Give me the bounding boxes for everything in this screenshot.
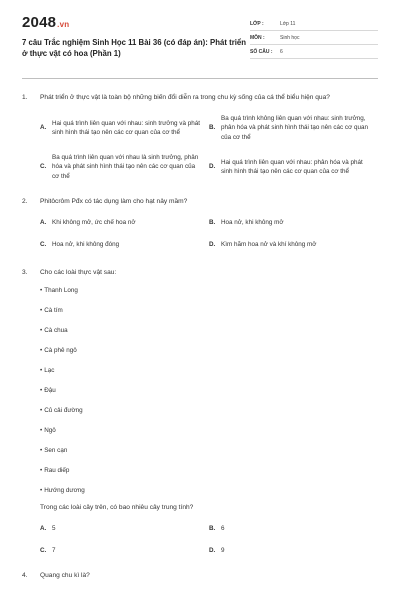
option-text: 6 [221, 525, 225, 533]
header-left [22, 14, 250, 66]
option-text: 5 [52, 525, 56, 533]
question-2-options [22, 217, 378, 251]
option-a[interactable] [40, 217, 209, 229]
question-text: Phitôcrôm Pđx có tác dụng làm cho hạt nảy mầm? [40, 198, 188, 205]
option-letter: B. [209, 525, 216, 533]
site-logo[interactable] [22, 14, 250, 31]
meta-row-count [250, 45, 378, 59]
question-3 [22, 268, 378, 278]
option-text: 9 [221, 547, 225, 555]
question-1 [22, 93, 378, 103]
plant-list [22, 281, 378, 501]
list-item: • Thanh Long [40, 287, 78, 294]
option-text: Hai quá trình liên quan với nhau: phân hóa và phát sinh hình thái tạo nên các cơ quan của cơ thể [221, 158, 363, 175]
question-prompt: Trong các loài cây trên, có bao nhiêu cây trung tính? [40, 504, 194, 511]
option-text: Khi không mở, ức chế hoa nở [52, 219, 136, 227]
question-3-prompt [22, 503, 378, 513]
list-item: • Rau diếp [40, 467, 70, 474]
option-letter: A. [40, 525, 47, 533]
header-divider [22, 78, 378, 79]
meta-info [250, 17, 378, 66]
meta-value-class: Lớp 11 [280, 20, 296, 27]
option-letter: A. [40, 124, 47, 132]
meta-label-subject: MÔN : [250, 34, 265, 41]
question-3-options [22, 523, 378, 557]
list-item: • Lạc [40, 367, 55, 374]
document-title: 7 câu Trắc nghiệm Sinh Học 11 Bài 36 (có đáp án): Phát triển ở thực vật có hoa (Phần 1) [22, 38, 247, 58]
list-item: • Cà chua [40, 327, 68, 334]
meta-label-class: LỚP : [250, 20, 264, 27]
option-c[interactable] [40, 239, 209, 251]
option-a[interactable] [40, 523, 209, 535]
option-text: 7 [52, 547, 56, 555]
question-4 [22, 571, 378, 581]
option-d[interactable] [209, 151, 378, 183]
header [22, 0, 378, 66]
option-letter: C. [40, 547, 47, 555]
question-number: 1. [22, 94, 28, 101]
option-text: Hoa nở, khi không mở [221, 219, 284, 227]
option-b[interactable] [209, 112, 378, 144]
option-b[interactable] [209, 523, 378, 535]
list-item: • Cà phê ngô [40, 347, 77, 354]
question-2 [22, 197, 378, 207]
option-letter: C. [40, 163, 47, 171]
question-text: Cho các loài thực vật sau: [40, 269, 117, 276]
option-d[interactable] [209, 545, 378, 557]
option-letter: C. [40, 241, 47, 249]
meta-value-subject: Sinh học [280, 34, 300, 41]
question-number: 2. [22, 198, 28, 205]
option-text: Ba quá trình liên quan với nhau là sinh trưởng, phân hóa và phát sinh hình thái tạo nên các cơ quan của cơ thể [52, 153, 199, 180]
question-1-options [22, 112, 378, 183]
option-letter: D. [209, 241, 216, 249]
option-c[interactable] [40, 151, 209, 183]
option-text: Ba quá trình không liên quan với nhau: sinh trưởng, phân hóa và phát sinh hình thái tạo nên các cơ quan của cơ thể [221, 114, 368, 141]
meta-row-subject [250, 31, 378, 45]
question-text: Quang chu kì là? [40, 572, 90, 579]
question-number: 4. [22, 572, 28, 579]
list-item: • Cà tím [40, 307, 63, 314]
logo-main: 2048 [22, 14, 57, 31]
meta-row-class [250, 17, 378, 31]
option-text: Kìm hãm hoa nở và khí không mở [221, 241, 317, 249]
question-text: Phát triển ở thực vật là toàn bộ những biến đổi diễn ra trong chu kỳ sống của cá thể biểu hiện qua? [40, 94, 330, 101]
question-number: 3. [22, 269, 28, 276]
option-a[interactable] [40, 112, 209, 144]
option-letter: B. [209, 124, 216, 132]
bottom-fade [0, 586, 400, 600]
option-d[interactable] [209, 239, 378, 251]
option-b[interactable] [209, 217, 378, 229]
list-item: • Củ cải đường [40, 407, 83, 414]
logo-suffix: .vn [57, 20, 70, 29]
list-item: • Đậu [40, 387, 56, 394]
option-letter: B. [209, 219, 216, 227]
option-letter: A. [40, 219, 47, 227]
list-item: • Hướng dương [40, 487, 85, 494]
meta-value-count: 6 [280, 48, 283, 55]
option-c[interactable] [40, 545, 209, 557]
option-text: Hai quá trình liên quan với nhau: sinh trưởng và phát sinh hình thái tạo nên các cơ quan của cơ thể [52, 119, 200, 136]
meta-label-count: SỐ CÂU : [250, 48, 273, 55]
list-item: • Ngô [40, 427, 56, 434]
option-letter: D. [209, 163, 216, 171]
option-text: Hoa nở, khi không đóng [52, 241, 120, 249]
list-item: • Sen cạn [40, 447, 68, 454]
option-letter: D. [209, 547, 216, 555]
